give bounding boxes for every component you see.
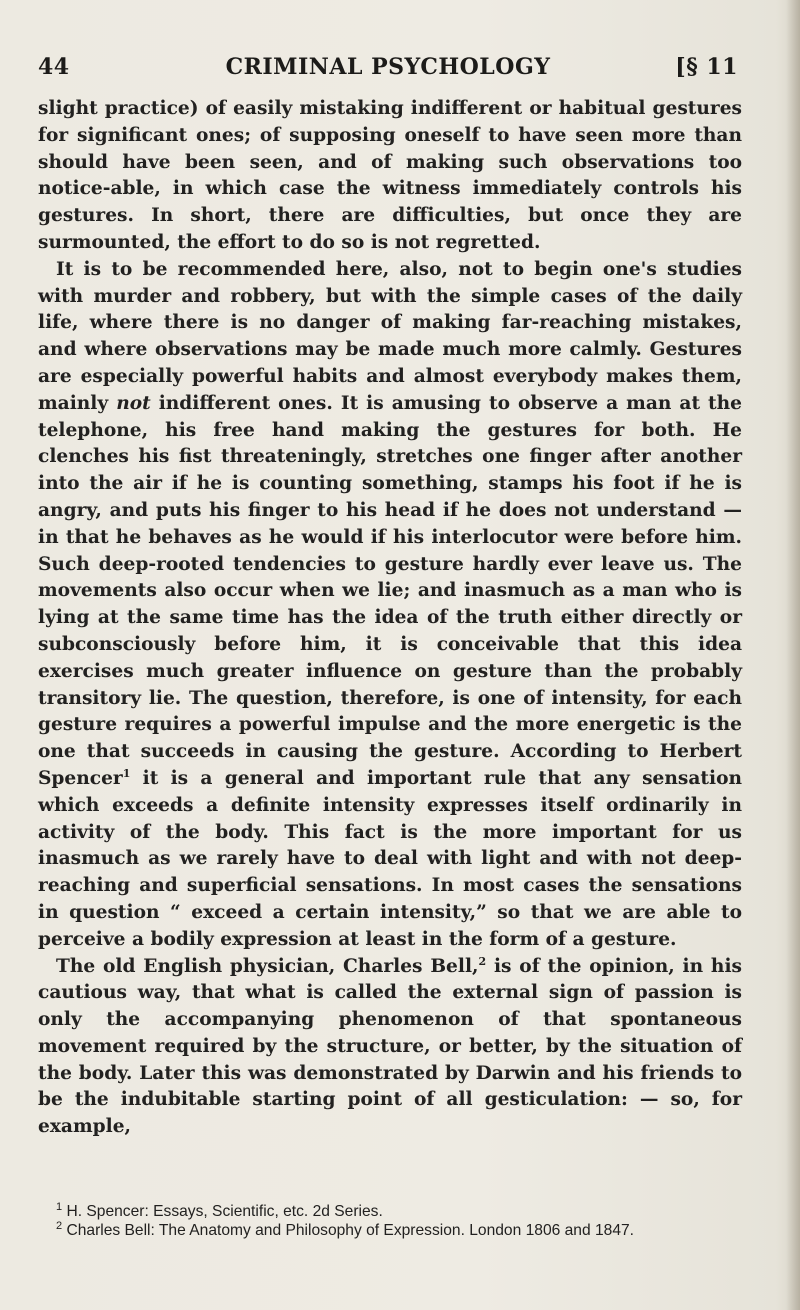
footnote-marker: 1 bbox=[56, 1200, 63, 1213]
paragraph: It is to be recommended here, also, not to begin one's studies with murder and robbery, but with the simple cases of the daily life, where there is no danger of making far-reaching mistakes, and where observations may be made much more calmly. Gestures are especially powerful habits and almost everybody makes them, mainly not indifferent ones. It is amusing to observe a man at the telephone, his free hand making the gestures for both. He clenches his fist threateningly, stretches one finger after another into the air if he is counting something, stamps his foot if he is angry, and puts his finger to his head if he does not understand — in that he behaves as he would if his interlocutor were before him. Such deep-rooted tendencies to gesture hardly ever leave us. The movements also occur when we lie; and inasmuch as a man who is lying at the same time has the idea of the truth either directly or subconsciously before him, it is conceivable that this idea exercises much greater influence on gesture than the probably transitory lie. The question, therefore, is one of intensity, for each gesture requires a powerful impulse and the more energetic is the one that succeeds in causing the gesture. According to Herbert Spencer$^1$ it is a general and important rule that any sensation which exceeds a definite intensity expresses itself ordinarily in activity of the body. This fact is the more important for us inasmuch as we rarely have to deal with light and with not deep-reaching and superficial sensations. In most cases the sensations in question “ exceed a certain intensity,” so that we are able to perceive a bodily expression at least in the form of a gesture. bbox=[38, 258, 742, 950]
footnote-1 bbox=[38, 1202, 738, 1221]
running-header bbox=[38, 54, 738, 86]
footnotes bbox=[38, 1202, 738, 1240]
footnote-text: H. Spencer: Essays, Scientific, etc. 2d Series. bbox=[62, 1203, 383, 1220]
body-text bbox=[38, 96, 742, 1141]
footnote-marker: 2 bbox=[56, 1219, 63, 1232]
footnote-text: Charles Bell: The Anatomy and Philosophy of Expression. London 1806 and 1847. bbox=[62, 1222, 634, 1239]
emphasis-not: not bbox=[116, 392, 151, 414]
footnote-2 bbox=[38, 1221, 738, 1240]
paragraph-continued: slight practice) of easily mistaking indifferent or habitual gestures for significant ones; of supposing oneself to have seen more than should have been seen, and of making such observations too notice-able, in which case the witness immediately controls his gestures. In short, there are difficulties, but once they are surmounted, the effort to do so is not regretted. bbox=[38, 98, 742, 253]
running-title: CRIMINAL PSYCHOLOGY bbox=[225, 54, 551, 80]
section-reference: [§ 11 bbox=[675, 54, 738, 80]
page-number: 44 bbox=[38, 54, 70, 80]
footnote-ref-1[interactable]: 1 bbox=[122, 766, 131, 780]
page-edge-shadow bbox=[786, 0, 800, 1310]
paragraph: The old English physician, Charles Bell,$^2$ is of the opinion, in his cautious way, that what is called the external sign of passion is only the accompanying phenomenon of that spontaneous movement required by the structure, or better, by the situation of the body. Later this was demonstrated by Darwin and his friends to be the indubitable starting point of all gesticulation: — so, for example, bbox=[38, 954, 742, 1138]
footnote-ref-2[interactable]: 2 bbox=[478, 954, 487, 968]
